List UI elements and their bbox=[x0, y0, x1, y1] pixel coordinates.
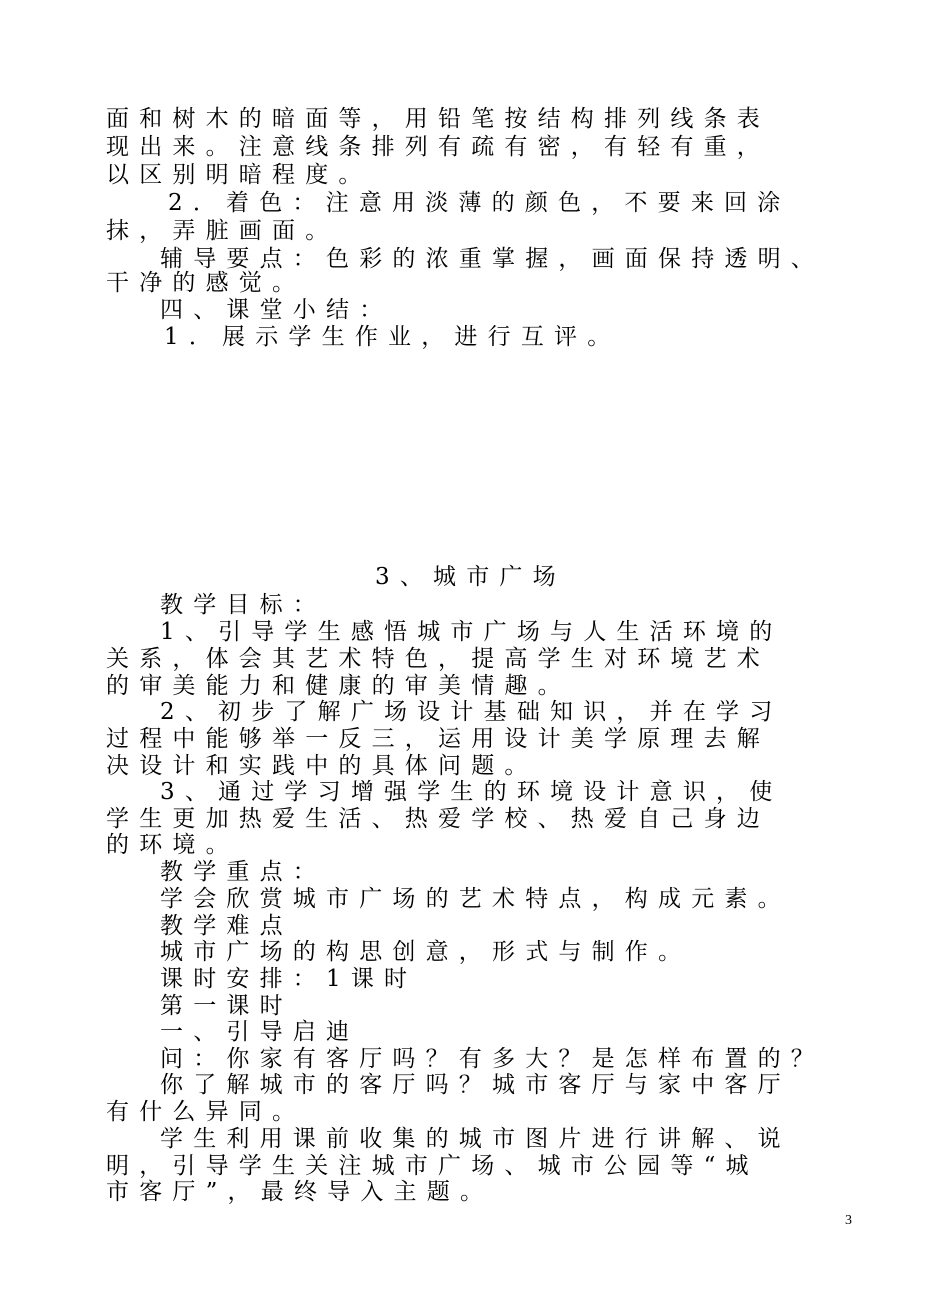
text-line: 学生更加热爱生活、热爱学校、热爱自己身边 bbox=[106, 806, 770, 832]
text-line: 学会欣赏城市广场的艺术特点，构成元素。 bbox=[160, 886, 791, 912]
text-line: 学生利用课前收集的城市图片进行讲解、说 bbox=[160, 1126, 791, 1152]
text-line: 以区别明暗程度。 bbox=[106, 162, 372, 188]
page-number: 3 bbox=[845, 1213, 852, 1228]
text-line: 2、初步了解广场设计基础知识，并在学习 bbox=[160, 699, 783, 725]
text-line: 课时安排：1课时 bbox=[160, 966, 418, 992]
text-line: 1、引导学生感悟城市广场与人生活环境的 bbox=[160, 619, 783, 645]
text-line: 抹，弄脏画面。 bbox=[106, 218, 339, 244]
text-line: 现出来。注意线条排列有疏有密，有轻有重， bbox=[106, 134, 770, 160]
text-line: 城市广场的构思创意，形式与制作。 bbox=[160, 939, 692, 965]
text-line: 辅导要点：色彩的浓重掌握，画面保持透明、 bbox=[160, 246, 824, 272]
text-line: 明，引导学生关注城市广场、城市公园等“城 bbox=[106, 1153, 759, 1179]
text-line: 干净的感觉。 bbox=[106, 270, 306, 296]
text-line: 3、通过学习增强学生的环境设计意识，使 bbox=[160, 779, 783, 805]
text-line: 教学重点： bbox=[160, 859, 326, 885]
text-line: 决设计和实践中的具体问题。 bbox=[106, 753, 538, 779]
text-line: 市客厅”，最终导入主题。 bbox=[106, 1179, 494, 1205]
section-heading: 3、城市广场 bbox=[375, 564, 566, 590]
text-line: 一、引导启迪 bbox=[160, 1019, 360, 1045]
text-line: 四、课堂小结： bbox=[160, 297, 393, 323]
text-line: 过程中能够举一反三，运用设计美学原理去解 bbox=[106, 726, 770, 752]
text-line: 2．着色：注意用淡薄的颜色，不要来回涂 bbox=[168, 190, 791, 216]
text-line: 教学难点 bbox=[160, 913, 293, 939]
text-line: 关系，体会其艺术特色，提高学生对环境艺术 bbox=[106, 646, 770, 672]
text-line: 的环境。 bbox=[106, 832, 239, 858]
text-line: 问：你家有客厅吗？有多大？是怎样布置的？ bbox=[160, 1046, 824, 1072]
text-line: 1．展示学生作业，进行互评。 bbox=[164, 324, 621, 350]
text-line: 有什么异同。 bbox=[106, 1099, 306, 1125]
text-line: 第一课时 bbox=[160, 993, 293, 1019]
text-line: 你了解城市的客厅吗？城市客厅与家中客厅 bbox=[160, 1072, 791, 1098]
text-line: 面和树木的暗面等，用铅笔按结构排列线条表 bbox=[106, 106, 770, 132]
text-line: 教学目标： bbox=[160, 592, 326, 618]
text-line: 的审美能力和健康的审美情趣。 bbox=[106, 673, 571, 699]
